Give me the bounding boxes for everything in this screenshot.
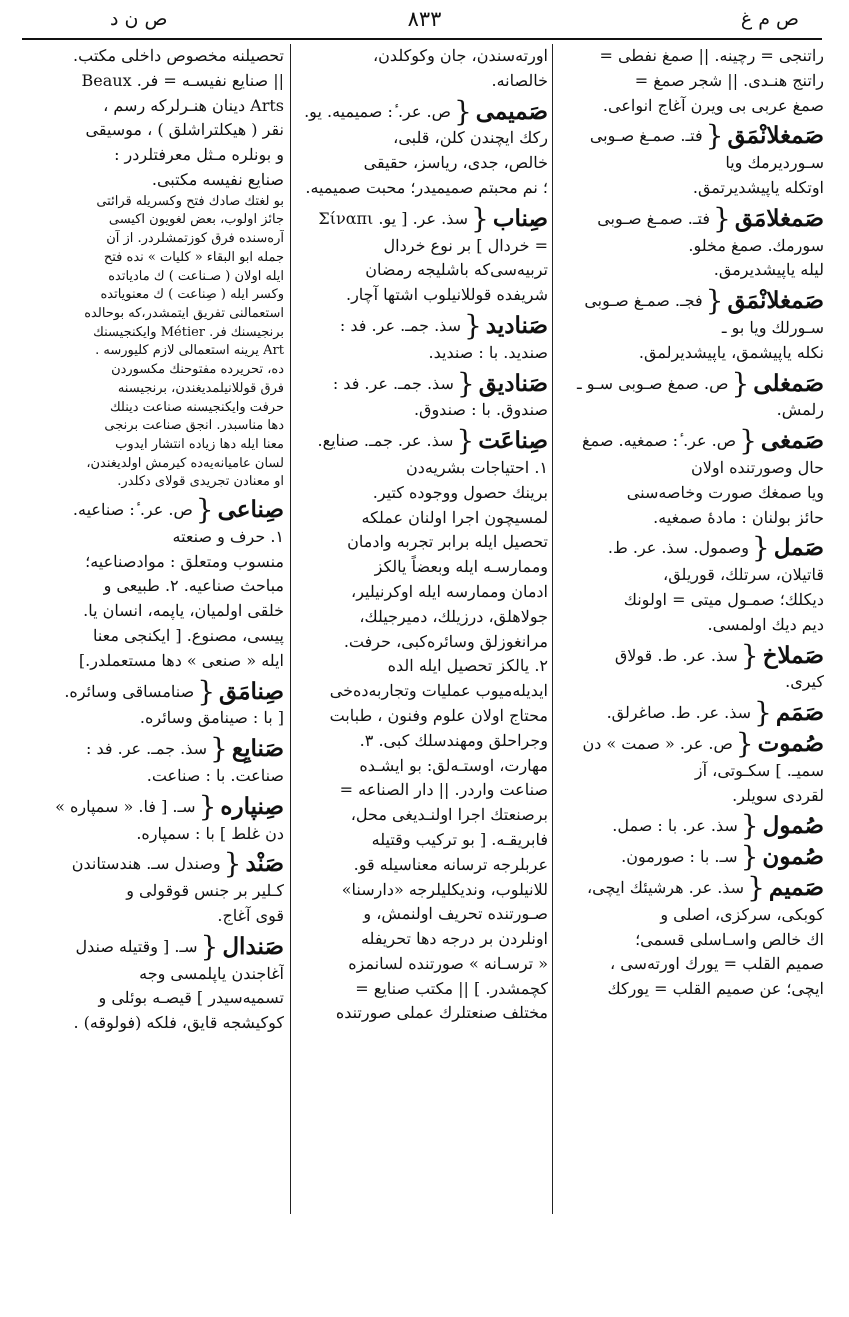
text-line: منسوب ومتعلق : موادصناعیه؛ [85, 551, 284, 571]
text-line: صندید. با : صندید. [428, 342, 548, 362]
column-divider-right [552, 44, 553, 1214]
note-line: جائز اولوب، بعض لغویون اكیسی [108, 212, 284, 228]
entry-brace: { [223, 847, 242, 881]
entry-headword: صَنادید [485, 311, 548, 339]
dictionary-entry [556, 696, 824, 730]
entry-definition: سذ. عر. ط. صاغرلق. [606, 703, 752, 723]
entry-brace: { [747, 870, 765, 904]
entry-headword: صَمل [773, 534, 824, 562]
dictionary-entry [556, 531, 824, 565]
entry-definition: ص. عر. « صمت » دن [582, 733, 733, 753]
dictionary-entry [556, 870, 824, 904]
text-line: مرانغوزلق وسائره‌كبی، حرفت. [343, 631, 548, 651]
text-line: ایدیله‌میوب عملیات وتجاربه‌ده‌خی [329, 681, 548, 701]
text-line: پیسی، مصنوع. [ ایكنجی معنا [92, 626, 284, 646]
entry-brace: { [197, 674, 216, 708]
text-line: كوكیشجه قایق، فلكه (فولوقه) . [73, 1013, 284, 1033]
text-line: اورته‌سندن، جان وكوكلدن، [373, 46, 548, 65]
text-line: ویا صمغك صورت وخاصه‌سنی [626, 482, 824, 502]
note-line: معنا ایله دها زیاده انتشار ایدوب [115, 436, 284, 452]
entry-headword: صُموت [757, 729, 824, 757]
note-line: استعمالنی تفریق ایتمشدر،كه بوحالده [84, 306, 284, 321]
entry-definition: وصمول. سذ. عر. ط. [607, 538, 749, 558]
right-column [556, 44, 824, 1221]
entry-definition: فتـ. صمـغ صـوبی [597, 208, 711, 228]
text-line: ایله « صنعی » دها مستعملدر.] [78, 650, 284, 670]
text-line: راتنجی = رچینه. || صمغ نفطی = [599, 46, 824, 65]
text-line: صمغ عربی بی ویرن آغاج انواعی. [602, 95, 824, 115]
page-number: ٨٣٣ [407, 7, 442, 31]
entry-definition: سذ. جمـ. عر. فد : [332, 373, 454, 393]
text-line: اك خالص واسـاسلی قسمی؛ [635, 929, 824, 949]
entry-brace: { [195, 493, 214, 527]
entry-definition: فجـ. صمـغ صـوبی [584, 291, 703, 311]
entry-headword: صَمغلانْمَق [727, 122, 824, 150]
text-line: دن غلط ] با : سمپاره. [136, 823, 284, 843]
dictionary-entry [22, 789, 284, 823]
entry-headword: صَمغلی [753, 369, 824, 397]
entry-headword: صِناعی [217, 496, 284, 524]
text-line: برینك حصول ووجوده كتیر. [372, 482, 548, 502]
entry-headword: صَمیمی [475, 97, 548, 125]
text-line: برصنعتك اجرا اولنـدیغی محل، [350, 805, 548, 825]
text-line: كیری. [785, 672, 824, 692]
text-line: خلقی اولمیان، یاپمه، انسان یا. [83, 601, 284, 621]
dictionary-entry [296, 201, 548, 235]
text-line: آغاجندن یاپلمسی وجه [139, 963, 284, 983]
entry-brace: { [740, 840, 759, 874]
entry-brace: { [740, 638, 759, 672]
entry-definition: سذ. عر. [ یو. Σίναπι [318, 208, 469, 228]
text-line: اونلردن بر درجه دها تحریفله [360, 929, 548, 949]
text-line: صنایع نفیسه مكتبی. [151, 169, 284, 189]
dictionary-entry [296, 424, 548, 458]
entry-brace: { [754, 696, 772, 730]
entry-definition: سذ. عر. هرشیئك ایچی، [586, 877, 745, 897]
text-line: تحصیل ایله برابر تجربه وادمان [347, 532, 548, 552]
note-line: برنجیسنك فر. Métier وایكنجیسنك [93, 324, 284, 340]
text-line: دیكلك؛ صمـول میتی = اولونك [623, 589, 824, 609]
entry-brace: { [453, 94, 472, 128]
text-line: سـورلك ویا بو ـ [721, 317, 824, 337]
text-line: « ترسـانه » صورتنده لسانمزه [348, 953, 548, 973]
entry-headword: صَنایِع [231, 735, 284, 763]
entry-brace: { [463, 308, 482, 342]
dictionary-entry [556, 638, 824, 672]
entry-definition: وصندل سـ. هندستاندن [71, 854, 221, 874]
entry-definition: سـ. [ فا. « سمپاره » [55, 796, 196, 816]
header-rule [22, 38, 822, 40]
text-line: ادمان وممارسه ایله اوكرنیلیر، [351, 581, 548, 601]
note-line: وكسر ایله ( صِناعت ) ك معنویاتده [100, 287, 284, 303]
entry-definition: ص. عر. ٔ: صمغیه. صمغ [582, 431, 737, 451]
entry-brace: { [713, 201, 731, 235]
note-line: لسان عامیانه‌یه‌ده كیرمش اولدیغندن، [86, 455, 284, 471]
dictionary-entry [22, 847, 284, 881]
entry-headword: صَندال [222, 932, 284, 960]
dictionary-entry [296, 94, 548, 128]
note-line: حرفت وایكنجیسنه صناعت دینلك [109, 399, 284, 415]
text-line: كوبكی، سركزی، اصلی و [660, 904, 824, 924]
dictionary-entry [556, 726, 824, 760]
entry-definition: ص. عر. ٔ: صناعیه. [72, 500, 193, 520]
text-line: رلمش. [776, 400, 824, 420]
text-line: دیم دیك اولمسی. [707, 614, 824, 634]
dictionary-entry [296, 308, 548, 342]
text-line: مهارت، اوستـه‌لق: بو ایشـده [359, 755, 548, 775]
dictionary-entry [556, 284, 824, 318]
text-line: سمیـ. ] سكـوتی، آز [694, 760, 824, 780]
dictionary-entry [556, 201, 824, 235]
entry-headword: صُمون [762, 843, 824, 871]
entry-brace: { [705, 284, 724, 318]
text-line: حال وصورتنده اولان [691, 457, 824, 477]
entry-headword: صِناب [492, 204, 548, 232]
text-line: حائز بولنان : مادهٔ صمغیه. [653, 507, 824, 527]
text-line: ۱. احتیاجات بشریه‌دن [405, 457, 548, 477]
text-line: ؛ نم محبتم صمیمیدر؛ محبت صمیمیه. [305, 177, 548, 197]
dictionary-entry [22, 674, 284, 708]
text-line: تسمیه‌سیدر ] قیصـه بوئلی و [98, 988, 284, 1008]
entry-brace: { [456, 366, 475, 400]
text-line: ركك ایچندن كلن، قلبی، [393, 128, 548, 148]
dictionary-entry [22, 493, 284, 527]
entry-definition: سـ. [ وقتیله صندل [75, 936, 198, 956]
text-line: ۲. یالكز تحصیل ایله الده [387, 656, 548, 676]
text-line: صـورتنده تحریف اولنمش، و [363, 904, 548, 924]
entry-headword: صِنامَق [219, 677, 284, 705]
entry-headword: صِنپاره [220, 792, 284, 820]
entry-definition: ص. عر. ٔ: صمیمیه. یو. [304, 101, 451, 121]
text-line: نكله یاپیشمق، یاپیشدیرلمق. [638, 342, 824, 362]
entry-brace: { [456, 424, 475, 458]
text-line: للانیلوب، ونديكلیلرجه «دارسنا» [341, 879, 548, 899]
text-line: ۱. حرف و صنعته [172, 526, 284, 546]
text-line: ایچی؛ عن صمیم القلب = یوركك [607, 979, 824, 999]
entry-definition: سـ. با : صورمون. [621, 847, 738, 867]
header-right-keyword: ص م غ [740, 8, 799, 30]
dictionary-entry [556, 424, 824, 458]
text-line: خالص، جدی، ریاسز، حقیقی [363, 153, 548, 173]
text-line: قوی آغاج. [217, 905, 284, 925]
note-line: ایله اولان ( صـناعت ) ك مادیاتده [108, 268, 284, 284]
text-line: وجراحلق ومهندسلك كبی. ۳. [359, 730, 548, 750]
dictionary-entry [556, 809, 824, 843]
entry-brace: { [751, 531, 770, 565]
entry-definition: صنامساقی وسائره. [64, 681, 195, 701]
text-line: = خردال ] بر نوع خردال [383, 235, 548, 255]
dictionary-entry [556, 119, 824, 153]
text-line: فابریقـه. [ بو تركیب وقتیله [371, 829, 548, 849]
text-line: صندوق. با : صندوق. [413, 400, 548, 420]
text-line: خالصانه. [491, 70, 548, 90]
text-line: مباحث صناعیه. ۲. طبیعی و [103, 576, 284, 596]
entry-brace: { [200, 929, 219, 963]
dictionary-entry [22, 929, 284, 963]
entry-definition: سذ. جمـ. عر. فد : [86, 739, 208, 759]
entry-brace: { [210, 732, 228, 766]
entry-headword: صَنْد [245, 850, 284, 878]
dictionary-entry [556, 840, 824, 874]
text-line: قاتیلان، سرتلك، قوریلق، [663, 565, 824, 585]
text-line: شریفده قوللانیلوب اشتها آچار. [345, 285, 548, 305]
text-line: محتاج اولان علوم وفنون ، طبابت [329, 705, 548, 725]
text-line: كچمشدر. ] || مكتب صنایع = [355, 978, 548, 998]
entry-brace: { [740, 809, 759, 843]
entry-definition: ص. صمغ صـوبی سـو ـ [576, 373, 729, 393]
note-line: دها مناسبدر. انجق صناعت برنجی [104, 418, 284, 434]
entry-definition: سذ. عر. با : صمل. [612, 816, 738, 836]
header-left-keyword: ص ن د [110, 8, 168, 30]
note-line: جمله ابو البقاء « كلیات » نده فتح [103, 249, 284, 265]
note-line: فرق قوللانیلمدیغندن، برنجیسنه [117, 380, 284, 396]
middle-column [296, 44, 548, 1221]
entry-headword: صَمغلانْمَق [727, 287, 824, 315]
entry-definition: فتـ. صمـغ صـوبی [589, 126, 703, 146]
text-line: و بونلره مـثل معرفتلردر : [114, 145, 284, 165]
left-column [22, 44, 284, 1221]
text-line: جولاهلق، درزیلك، دمیرجیلك، [359, 606, 548, 626]
text-line: مختلف صنعتلرك عملی صورتنده [335, 1003, 548, 1023]
text-line: لقردی سویلر. [732, 785, 824, 805]
text-line: صمیم القلب = یورك اورته‌سی ، [609, 954, 824, 974]
text-line: || صنایع نفیسـه = فر. Beaux [81, 70, 284, 90]
column-divider-left [290, 44, 291, 1214]
entry-brace: { [739, 424, 757, 458]
entry-headword: صَمغلامَق [734, 204, 824, 232]
dictionary-entry [556, 366, 824, 400]
text-line: صناعت. با : صناعت. [146, 766, 284, 785]
text-line: سورمك. صمغ مخلو. [688, 235, 824, 255]
text-line: سـوردیرمك ویا [725, 153, 824, 173]
entry-headword: صُمول [762, 812, 824, 840]
text-line: وممارسـه ایله وبعضاً یالكز [374, 557, 548, 577]
text-line: راتنج هنـدی. || شجر صمغ = [634, 70, 824, 90]
text-line: لمسیچون اجرا اولنان عملكه [361, 507, 548, 527]
note-line: بو لغتك صادك فتح وكسریله قرائتی [96, 193, 284, 209]
note-line: او معنادن تجریدی قولای دكلدر. [117, 474, 284, 490]
text-line: تحصیلنه مخصوص داخلی مكتب. [73, 46, 284, 65]
note-line: Art یرینه استعمالی لازم كلیورسه . [95, 343, 284, 359]
text-line: تربیه‌سی‌كه باشلیجه رمضان [365, 260, 548, 280]
note-line: ده، تحریرده مفتوحنك مكسوردن [111, 362, 284, 378]
entry-brace: { [705, 119, 724, 153]
entry-brace: { [735, 726, 754, 760]
entry-definition: سذ. عر. جمـ. صنایع. [317, 431, 454, 451]
text-line: عربلرجه ترسانه معناسیله قو. [353, 854, 548, 874]
dictionary-entry [296, 366, 548, 400]
entry-brace: { [471, 201, 489, 235]
entry-brace: { [731, 366, 750, 400]
entry-headword: صِناعَت [478, 427, 548, 455]
entry-definition: سذ. جمـ. عر. فد : [339, 315, 461, 335]
entry-headword: صَمغی [760, 427, 824, 455]
dictionary-entry [22, 732, 284, 766]
text-line: اوتكله یاپیشدیرتمق. [692, 177, 824, 197]
entry-headword: صَملاخ [762, 641, 824, 669]
text-line: نقر ( هیكلتراشلق ) ، موسیقی [85, 120, 284, 140]
text-line: [ با : صینامق وسائره. [139, 708, 284, 728]
text-line: صناعت واردر. || دار الصناعه = [339, 780, 548, 800]
text-line: Arts دینان هنـرلركه رسم ، [103, 95, 284, 115]
entry-headword: صَنادیق [478, 369, 548, 397]
entry-definition: سذ. عر. ط. قولاق [614, 645, 738, 665]
entry-headword: صَمَم [775, 699, 824, 727]
entry-headword: صَمیم [768, 873, 824, 901]
note-line: آره‌سنده فرق كوزتمشلردر. از آن [106, 231, 284, 247]
text-line: لیله یاپیشدیرمق. [713, 260, 824, 280]
entry-brace: { [198, 789, 217, 823]
text-line: كـلیر بر جنس قوقولی و [126, 881, 284, 901]
